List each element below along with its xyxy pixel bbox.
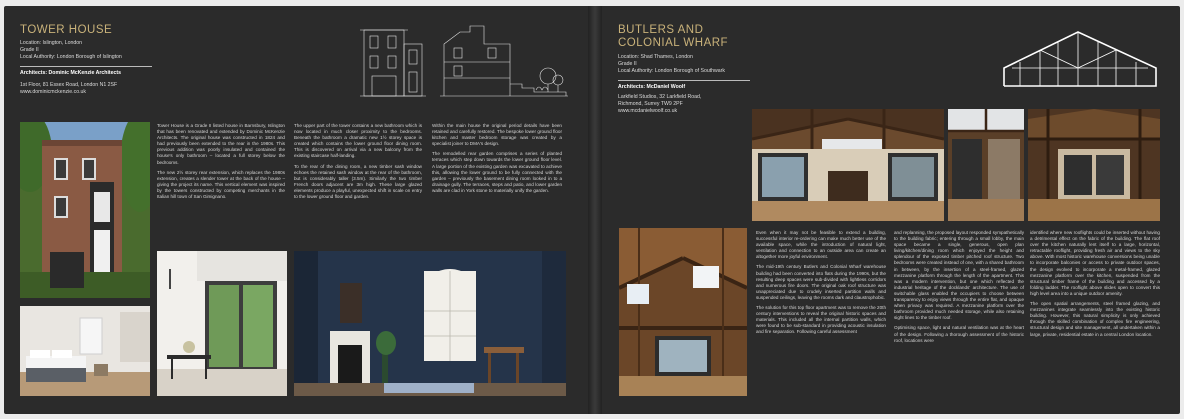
butlers-wharf-title [618, 24, 728, 50]
paragraph: The remodelled rear garden comprises a series of planted terraces which step down towards the lower ground floor level. A large portion of the existing garden was excavated to achieve this, allowing the lower ground to be fully connected with the garden – previously the basement dining room looked in to a drainage gully. The terraces, steps and patio, and lower garden walls are clad in York stone to materially unify the garden. [432, 151, 562, 193]
wharf-text-column-3 [1030, 230, 1160, 342]
paragraph: The mid-19th century Butlers and Colonial Wharf warehouse building had been converted into flats during the 1990s, but the resulting deep spaces were sub-divided with lightless corridors and numerous fire doors. The original oak roof structure was unappreciated due to crudely inserted partition walls and suspended ceilings, leaving the rooms dark and claustrophobic. [756, 264, 886, 300]
tower-house-title: TOWER HOUSE [20, 24, 113, 36]
grade-text: Grade II [618, 61, 637, 67]
paragraph: The new 2½ storey rear extension, which replaces the 1980s extension, creates a slender tower at the back of the house – giving the project its name. This vertical element was inspired by the towers constructed by competing merchants in the Italian hill town of San Gimignano. [157, 169, 285, 200]
wharf-text-column-1 [756, 230, 886, 340]
paragraph: To the rear of the dining room, a new timber sash window echoes the retained sash window at the rear of the bathroom, but is considerably taller (3.5m). Similarly the two timber French doors adjacent are 3m high. These large glazed elements produce a playful, unexpected shift in scale on entry to the lower ground floor and garden. [294, 163, 422, 200]
mezzanine-photo [1028, 109, 1160, 221]
tower-text-column-3 [432, 123, 562, 198]
paragraph: Within the main house the original period details have been retained and carefully restored. The bespoke lower ground floor kitchen and master bedroom storage was created by a specialist joiner to DMA's design. [432, 123, 562, 147]
wharf-text-column-2 [894, 230, 1024, 348]
architect-details [618, 84, 701, 115]
dining-room-photo [157, 251, 287, 396]
page-fold [588, 6, 602, 414]
architects-label: Architects: [20, 70, 49, 76]
paragraph: Even when it may not be feasible to extend a building, successful interior re-ordering can make much better use of the available space, while the introduction of natural light, ventilation and connection to an outside area can create an altogether more joyful environment. [756, 230, 886, 260]
architects-name: McDaniel Woolf [646, 84, 686, 90]
paragraph: The solution for this top floor apartment was to remove the 20th century interventions to reveal the original historic spaces and materials. This included all the internal partition walls, which were found to be sub-standard in providing acoustic insulation and fire separation. Following careful assessment [756, 305, 886, 335]
open-plan-living-photo [752, 109, 944, 221]
magazine-spread [4, 6, 1180, 414]
tower-exterior-photo [20, 122, 150, 298]
paragraph: Tower House is a Grade II listed house in Barnsbury, Islington that has been renovated and extended by Dominic McKenzie Architects. The original house was constructed in 1824 and had previously been extended to the rear in the 1980s. This previous addition was poorly insulated and contained the house's only bathroom – located a full storey below the bedrooms. [157, 123, 285, 165]
title-line-2: COLONIAL WHARF [618, 37, 729, 50]
authority-text: Local Authority: London Borough of Islington [20, 54, 122, 60]
paragraph: and replanning, the proposed layout responded sympathetically to the building fabric; entering through a small lobby, the main space became a single, generous, open plan living/kitchen/dining room which enjoyed the height and splendour of the exposed timber pitched roof structure. Two bedrooms were created instead of one, with a shared bathroom in between, by the insertion of a steel-framed, glazed mezzanine platform through the length of the apartment. This was a modern intervention, but one which reflected the industrial heritage of the docklands' architecture. The use of switchable glass enabled the occupiers to choose between transparency to enjoy views through the entire flat, and opaque when privacy was required. A mezzanine platform over the bathroom provided much needed storage, while also retaining sight lines to the timber roof. [894, 230, 1024, 321]
address-text: 1st Floor, 81 Essex Road, London N1 2SF [20, 82, 118, 88]
tower-house-details [20, 40, 122, 61]
paragraph: identified where new rooflights could be inserted without having a detrimental effect on the fabric of the building. The flat roof over the kitchen naturally lent itself to a large, horizontal, retractable rooflight, providing fresh air and views to the sky above. With most historic warehouse conversions being unable to incorporate balconies or access to private outdoor spaces, the design evolved to incorporate a metal-framed, glazed mezzanine platform over the kitchen, suspended from the structural timber frame of the building and accessed by a folding ladder. The rooflight above slides open to convert this high level area into a unique outdoor amenity. [1030, 230, 1160, 296]
grade-text: Grade II [20, 47, 39, 53]
divider [618, 80, 750, 81]
location-text: Location: Islington, London [20, 40, 83, 46]
paragraph: The open spatial arrangements, steel framed glazing, and mezzanines integrate seamlessly into the existing historic building. However, this natural simplicity is only achieved through the skilled combination of complex fire engineering, structural design and site management, all undertaken within a large, private, residential estate in a central London location. [1030, 301, 1160, 337]
address-line-1: Larkfield Studios, 32 Larkfield Road, [618, 94, 702, 100]
paragraph: Optimising space, light and natural ventilation was at the heart of the design. Following a thorough assessment of the historic roof, locations were [894, 325, 1024, 343]
wharf-details [618, 54, 725, 75]
tower-text-column-1 [157, 123, 285, 204]
kitchen-photo [948, 109, 1024, 221]
location-text: Location: Shad Thames, London [618, 54, 693, 60]
title-line-1: BUTLERS AND [618, 24, 704, 36]
living-room-photo [294, 251, 566, 396]
tower-elevation-sketch [360, 24, 426, 98]
authority-text: Local Authority: London Borough of Southwark [618, 68, 725, 74]
bedroom-photo [20, 306, 150, 396]
architects-label: Architects: [618, 84, 647, 90]
architect-details [20, 70, 121, 96]
roof-truss-sketch [1000, 28, 1160, 90]
architects-name: Dominic McKenzie Architects [48, 70, 121, 76]
section-sketch [440, 24, 570, 98]
tower-text-column-2 [294, 123, 422, 204]
divider [20, 66, 152, 67]
paragraph: The upper part of the tower contains a new bathroom which is now located in much closer proximity to the bedrooms. Beneath the bathroom a dramatic new 1½ storey space is created which contains the lower ground floor dining room. This is discovered on arrival via a new balcony from the existing staircase half-landing. [294, 123, 422, 159]
website-link[interactable]: www.dominicmckenzie.co.uk [20, 89, 87, 95]
website-link[interactable]: www.mcdanielwoolf.co.uk [618, 108, 678, 114]
address-line-2: Richmond, Surrey TW9 2PF [618, 101, 683, 107]
roof-rooflight-photo [619, 228, 747, 396]
